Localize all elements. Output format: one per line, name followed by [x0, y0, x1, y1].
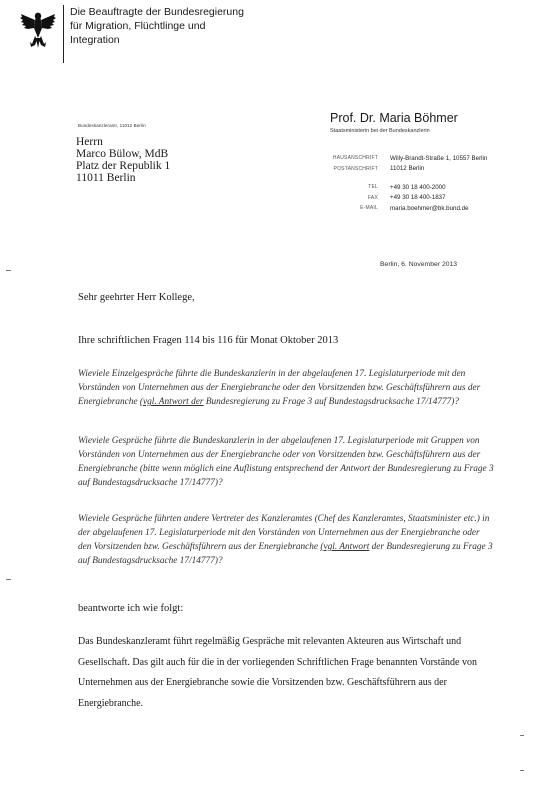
question-text: Wieviele Gespräche führten andere Vertreter des Kanzleramtes (Chef des Kanzleramtes, Staatsminister etc.) in der abgelaufenen 17. Legislaturperiode mit den Vorständen von Unternehmen aus der Energiebranche oder den Vorsitzenden bzw. Geschäftsführern aus der Energiebranche [78, 514, 490, 552]
answer-paragraph: Das Bundeskanzleramt führt regelmäßig Gespräche mit relevanten Akteuren aus Wirtschaft und Gesellschaft. Das gilt auch für die in der vorliegenden Schriftlichen Frage benannten Vorstände von Unternehmen aus der Energiebranche sowie die Vorsitzenden bzw. Geschäftsführern aus der Energiebranche. [78, 636, 477, 709]
org-line: Die Beauftragte der Bundesregierung [70, 6, 244, 18]
fold-mark [520, 770, 524, 771]
contact-block [328, 153, 487, 214]
salutation: Sehr geehrter Herr Kollege, [78, 292, 195, 303]
contact-value: Willy-Brandt-Straße 1, 10557 Berlin [390, 154, 488, 162]
contact-row [328, 193, 487, 204]
recipient-address [76, 136, 170, 184]
answer-intro: beantworte ich wie folgt: [78, 603, 184, 614]
organization-name [70, 5, 250, 47]
fold-mark [6, 579, 11, 580]
contact-label: FAX [367, 194, 378, 201]
recipient-line: Platz der Republik 1 [76, 160, 171, 172]
question-text-tail: der Bundesregierung zu Frage 3 auf Bundestagsdrucksache 17/14777)? [78, 542, 493, 566]
question-reference: (vgl. Antwort der [139, 397, 204, 407]
contact-value: +49 30 18 400-1837 [390, 194, 446, 202]
recipient-line: Marco Bülow, MdB [76, 148, 169, 160]
question-115: Wieviele Gespräche führte die Bundeskanzlerin in der abgelaufenen 17. Legislaturperiode mit Gruppen von Vorständen von Unternehmen aus der Energiebranche oder von Vorsitzenden bzw. Geschäftsführern aus der Energiebranche (bitte wenn möglich eine Auflistung entsprechend der Antwort der Bundesregierung zu Frage 3 auf Bundestagsdrucksache 17/14777)? [78, 436, 494, 488]
contact-value: 11012 Berlin [390, 165, 425, 173]
question-text-tail: Bundesregierung zu Frage 3 auf Bundestagsdrucksache 17/14777)? [203, 397, 460, 407]
fold-mark [6, 270, 11, 271]
contact-row [328, 203, 487, 214]
question-reference: (vgl. Antwort [320, 542, 370, 552]
federal-eagle-logo [18, 8, 58, 50]
sender-name: Prof. Dr. Maria Böhmer [330, 111, 458, 125]
letter-date: Berlin, 6. November 2013 [380, 261, 458, 268]
contact-row [328, 182, 487, 193]
question-text: Wieviele Einzelgespräche führte die Bundeskanzlerin in der abgelaufenen 17. Legislaturperiode mit den Vorständen von Unternehmen aus der Energiebranche oder den Vorsitzenden bzw. Geschäftsführern aus der Energiebranche [78, 369, 481, 407]
contact-value: maria.boehmer@bk.bund.de [390, 204, 469, 212]
header-divider [63, 5, 64, 63]
contact-row [328, 153, 487, 164]
question-116 [78, 512, 494, 568]
recipient-line: Herrn [76, 136, 103, 148]
question-114 [78, 367, 494, 409]
recipient-line: 11011 Berlin [76, 172, 136, 184]
org-line: Integration [70, 34, 120, 46]
contact-label: E-MAIL [360, 205, 378, 212]
contact-row [328, 164, 487, 175]
org-line: für Migration, Flüchtlinge und [70, 20, 206, 32]
sender-title: Staatsministerin bei der Bundeskanzlerin [330, 128, 430, 134]
return-address: Bundeskanzleramt, 11012 Berlin [78, 123, 146, 128]
contact-label: HAUSANSCHRIFT [332, 155, 378, 162]
fold-mark [520, 735, 524, 736]
contact-value: +49 30 18 400-2000 [390, 183, 446, 191]
contact-label: POSTANSCHRIFT [333, 165, 378, 172]
letter-subject: Ihre schriftlichen Fragen 114 bis 116 für Monat Oktober 2013 [78, 335, 339, 346]
contact-label: TEL [368, 184, 378, 191]
